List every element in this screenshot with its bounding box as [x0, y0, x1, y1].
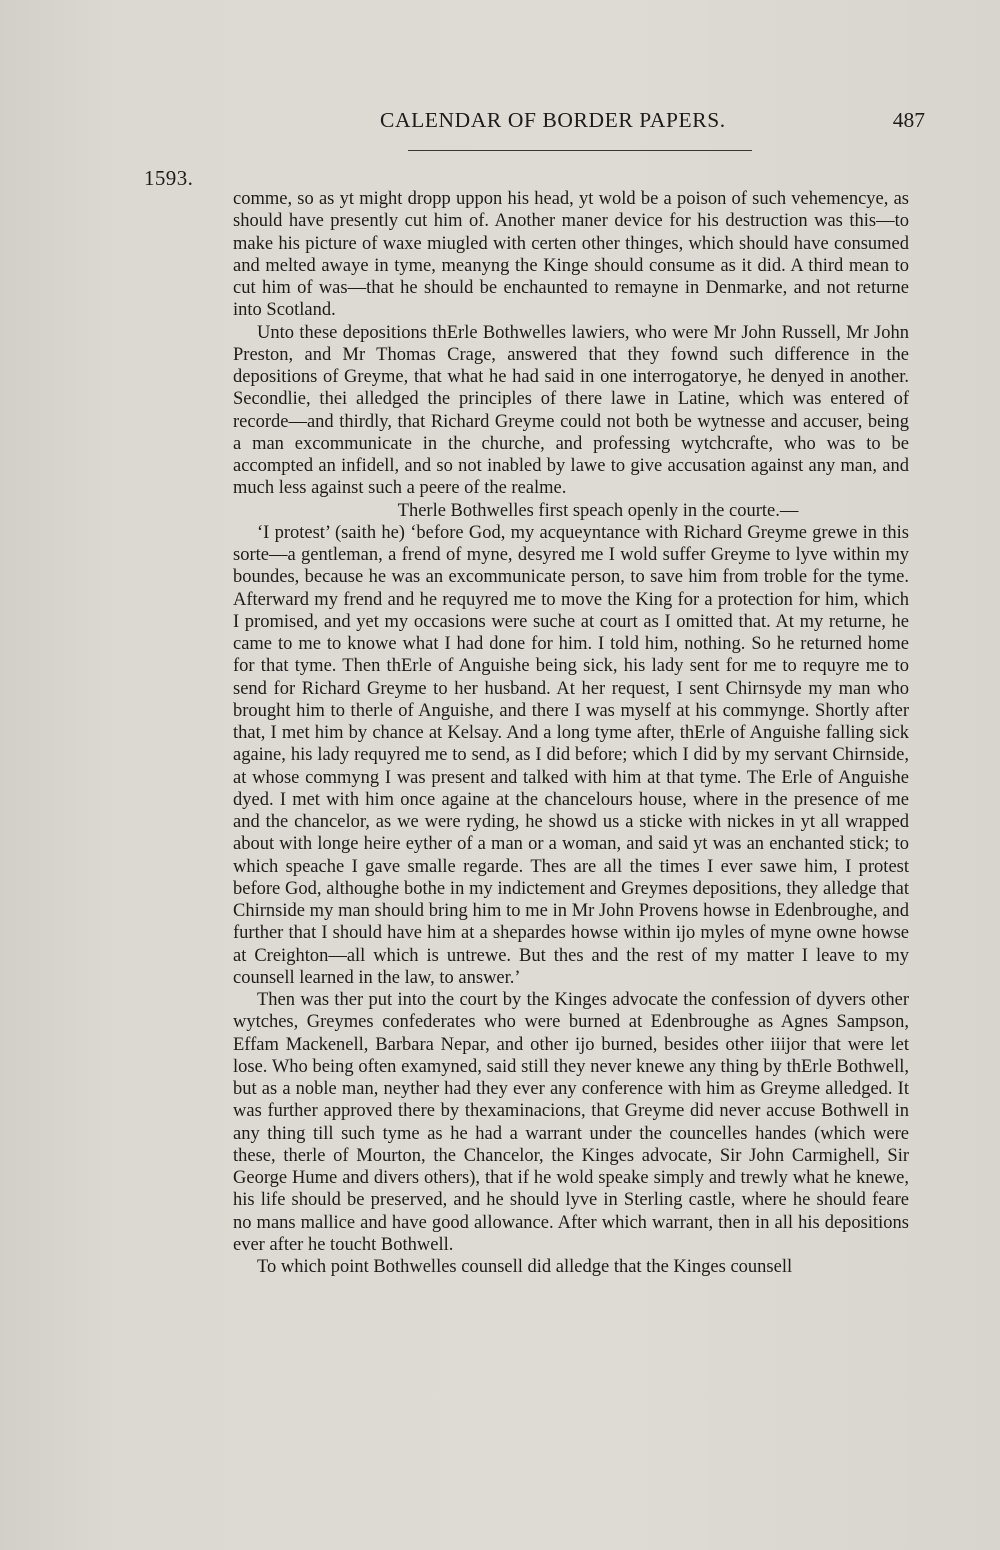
running-title: CALENDAR OF BORDER PAPERS. [380, 108, 726, 132]
body-text [233, 188, 909, 1278]
section-subheading: Therle Bothwelles first speach openly in the courte.— [397, 500, 799, 521]
paragraph-bothwell-speech: ‘I protest’ (saith he) ‘before God, my acqueyntance with Richard Greyme grewe in this sorte—a gentleman, a frend of myne, desyred me I wold suffer Greyme to lyve within my boundes, because he was an excommunicate person, to save him from troble for the tyme. Afterward my frend and he requyred me to move the King for a protection for him, which I promised, and yet my occasions were suche at court as I omitted that. At my returne, he came to me to knowe what I had done for him. I told him, nothing. So he returned home for that tyme. Then thErle of Anguishe being sick, his lady sent for me to requyre me to send for Richard Greyme to her husband. At her request, I sent Chirnsyde my man who brought him to therle of Anguishe, and there I was myself at his commynge. Shortly after that, I met him by chance at Kelsay. And a long tyme after, thErle of Anguishe falling sick againe, his lady requyred me to send, as I did before; which I did by my servant Chirnside, at whose commyng I was present and talked with him at that tyme. The Erle of Anguishe dyed. I met with him once againe at the chancelours house, where in the presence of me and the chancelor, as we were ryding, he showd us a sticke with nickes in yt all wrapped about with longe heire eyther of a man or a woman, and said yt was an enchanted stick; to which speache I gave smalle regarde. Thes are all the times I ever sawe him, I protest before God, althoughe bothe in my indictement and Greymes depositions, they alledge that Chirnside my man should bring him to me in Mr John Provens howse in Edenbroughe, and further that I should have him at a shepardes howse within ijo myles of myne owne howse at Creighton—all which is untrewe. But thes and the rest of my matter I leave to my counsell learned in the law, to answer.’ [233, 522, 909, 988]
paragraph-lawyers-answer: Unto these depositions thErle Bothwelles lawiers, who were Mr John Russell, Mr John Preston, and Mr Thomas Crage, answered that they fownd such difference in the depositions of Greyme, that what he had said in one interrogatorye, he denyed in another. Secondlie, thei alledged the principles of there lawe in Latine, which was entered of recorde—and thirdly, that Richard Greyme could not both be wytnesse and accuser, being a man excommunicate in the churche, and professing wytchcrafte, who was to be accompted an infidell, and so not inabled by lawe to give accusation against any man, and much less against such a peere of the realme. [233, 322, 909, 499]
paragraph-continued: comme, so as yt might dropp uppon his head, yt wold be a poison of such vehemencye, as should have presently cut him of. Another maner device for his destruction was this—to make his picture of waxe miugled with certen other thinges, which should have consumed and melted awaye in tyme, meanyng the Kinge should consume as it did. A third mean to cut him of was—that he should be enchaunted to remayne in Denmarke, and not returne into Scotland. [233, 189, 909, 321]
paragraph-counsell: To which point Bothwelles counsell did alledge that the Kinges counsell [257, 1257, 793, 1277]
margin-year: 1593. [144, 166, 194, 190]
running-header [380, 108, 925, 140]
paragraph-witches-confession: Then was ther put into the court by the Kinges advocate the confession of dyvers other wytches, Greymes confederates who were burned at Edenbroughe as Agnes Sampson, Effam Mackenell, Barbara Nepar, and other ijo burned, besides other iiijor that were let lose. Who being often examyned, said still they never knewe any thing by thErle Bothwell, but as a noble man, neyther had they ever any conference with him as Greyme alledged. It was further approved there by thexaminacions, that Greyme did never accuse Bothwell in any thing till such tyme as he had a warrant under the councelles handes (which were these, therle of Mourton, the Chancelor, the Kinges advocate, Sir John Carmighell, Sir George Hume and divers others), that if he wold speake simply and trewly what he knewe, his life should be preserved, and he should lyve in Sterling castle, where he should feare no mans mallice and have good allowance. After which warrant, then in all his depositions ever after he toucht Bothwell. [233, 990, 909, 1255]
header-rule [408, 150, 752, 151]
page-number: 487 [892, 108, 925, 132]
